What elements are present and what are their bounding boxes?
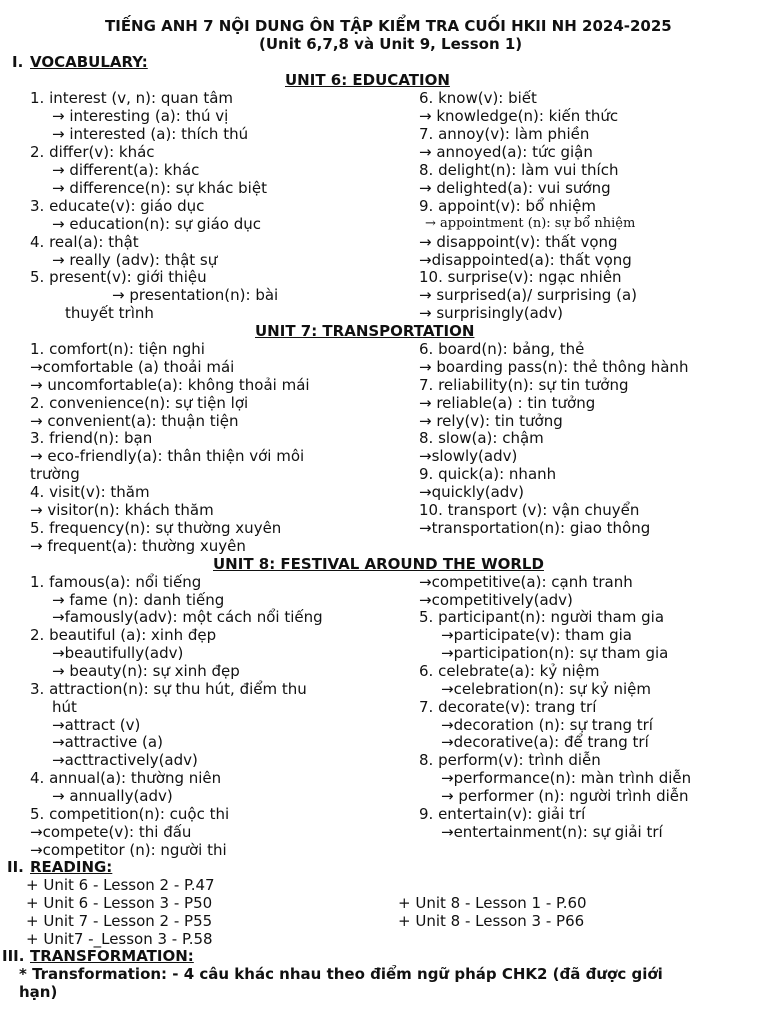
doc-title: TIẾNG ANH 7 NỘI DUNG ÔN TẬP KIỂM TRA CUỐI HKII NH 2024-2025 [105, 17, 672, 35]
vocab-line: → beauty(n): sự xinh đẹp [52, 662, 240, 680]
vocab-line: 3. attraction(n): sự thu hút, điểm thu [30, 680, 307, 698]
vocab-line: → appointment (n): sự bổ nhiệm [425, 216, 636, 231]
section-3-title: TRANSFORMATION: [30, 947, 194, 965]
vocab-line: →famously(adv): một cách nổi tiếng [52, 608, 323, 626]
vocab-line: → really (adv): thật sự [52, 251, 218, 269]
vocab-line: → difference(n): sự khác biệt [52, 179, 267, 197]
vocab-line: 4. annual(a): thường niên [30, 769, 222, 787]
vocab-line: 6. know(v): biết [419, 89, 537, 107]
vocab-line: 8. perform(v): trình diễn [419, 751, 601, 769]
vocab-line: →competitor (n): người thi [30, 841, 227, 859]
vocab-line: → fame (n): danh tiếng [52, 591, 225, 609]
vocab-line: → surprisingly(adv) [419, 304, 564, 322]
vocab-line: →decorative(a): để trang trí [441, 733, 649, 751]
vocab-line: → eco-friendly(a): thân thiện với môi [30, 447, 305, 465]
vocab-line: 2. convenience(n): sự tiện lợi [30, 394, 249, 412]
vocab-line: 5. competition(n): cuộc thi [30, 805, 230, 823]
vocab-line: →quickly(adv) [419, 483, 525, 501]
vocab-line: →competitive(a): cạnh tranh [419, 573, 633, 591]
vocab-line: 9. appoint(v): bổ nhiệm [419, 197, 596, 215]
reading-item: + Unit7 -_Lesson 3 - P.58 [26, 930, 213, 948]
vocab-line: → education(n): sự giáo dục [52, 215, 261, 233]
vocab-line: 7. annoy(v): làm phiền [419, 125, 590, 143]
vocab-line: →compete(v): thi đấu [30, 823, 192, 841]
vocab-line: → frequent(a): thường xuyên [30, 537, 246, 555]
vocab-line: →decoration (n): sự trang trí [441, 716, 653, 734]
vocab-line: 10. transport (v): vận chuyển [419, 501, 640, 519]
vocab-line: 3. friend(n): bạn [30, 429, 153, 447]
vocab-line: 2. differ(v): khác [30, 143, 155, 161]
section-1-number: I. [12, 53, 24, 71]
vocab-line: →acttractively(adv) [52, 751, 198, 769]
vocab-line: → interesting (a): thú vị [52, 107, 229, 125]
vocab-line: 1. interest (v, n): quan tâm [30, 89, 234, 107]
vocab-line: 1. comfort(n): tiện nghi [30, 340, 205, 358]
unit-8-heading: UNIT 8: FESTIVAL AROUND THE WORLD [213, 555, 544, 573]
vocab-line: →attractive (a) [52, 733, 163, 751]
reading-item: + Unit 8 - Lesson 1 - P.60 [398, 894, 587, 912]
doc-subtitle: (Unit 6,7,8 và Unit 9, Lesson 1) [259, 35, 523, 53]
vocab-line: → disappoint(v): thất vọng [419, 233, 618, 251]
vocab-line: →participation(n): sự tham gia [441, 644, 669, 662]
vocab-line: 10. surprise(v): ngạc nhiên [419, 268, 622, 286]
reading-item: + Unit 6 - Lesson 2 - P.47 [26, 876, 215, 894]
vocab-line: → presentation(n): bài [112, 286, 279, 304]
vocab-line: 7. reliability(n): sự tin tưởng [419, 376, 629, 394]
vocab-line: 8. slow(a): chậm [419, 429, 544, 447]
unit-7-heading: UNIT 7: TRANSPORTATION [255, 322, 475, 340]
vocab-line: → surprised(a)/ surprising (a) [419, 286, 637, 304]
vocab-line: →disappointed(a): thất vọng [419, 251, 632, 269]
vocab-line: → visitor(n): khách thăm [30, 501, 214, 519]
transformation-note: * Transformation: - 4 câu khác nhau theo điểm ngữ pháp CHK2 (đã được giới [19, 965, 663, 983]
vocab-line: →comfortable (a) thoải mái [30, 358, 235, 376]
section-2-title: READING: [30, 858, 113, 876]
vocab-line: → boarding pass(n): thẻ thông hành [419, 358, 689, 376]
vocab-line: 6. celebrate(a): kỷ niệm [419, 662, 600, 680]
vocab-line: → different(a): khác [52, 161, 200, 179]
vocab-line: thuyết trình [65, 304, 154, 322]
vocab-line: → delighted(a): vui sướng [419, 179, 611, 197]
vocab-line: 4. real(a): thật [30, 233, 139, 251]
vocab-line: 9. entertain(v): giải trí [419, 805, 586, 823]
vocab-line: 7. decorate(v): trang trí [419, 698, 597, 716]
vocab-line: → rely(v): tin tưởng [419, 412, 563, 430]
vocab-line: trường [30, 465, 80, 483]
vocab-line: 1. famous(a): nổi tiếng [30, 573, 202, 591]
vocab-line: 3. educate(v): giáo dục [30, 197, 205, 215]
vocab-line: 6. board(n): bảng, thẻ [419, 340, 585, 358]
vocab-line: hút [52, 698, 77, 716]
vocab-line: → knowledge(n): kiến thức [419, 107, 619, 125]
vocab-line: → annoyed(a): tức giận [419, 143, 593, 161]
vocab-line: → annually(adv) [52, 787, 173, 805]
vocab-line: →transportation(n): giao thông [419, 519, 651, 537]
reading-item: + Unit 8 - Lesson 3 - P66 [398, 912, 585, 930]
vocab-line: →entertainment(n): sự giải trí [441, 823, 663, 841]
vocab-line: → interested (a): thích thú [52, 125, 249, 143]
vocab-line: 9. quick(a): nhanh [419, 465, 557, 483]
vocab-line: 5. frequency(n): sự thường xuyên [30, 519, 282, 537]
unit-6-heading: UNIT 6: EDUCATION [285, 71, 450, 89]
vocab-line: →competitively(adv) [419, 591, 573, 609]
vocab-line: → convenient(a): thuận tiện [30, 412, 239, 430]
vocab-line: →beautifully(adv) [52, 644, 184, 662]
vocab-line: → performer (n): người trình diễn [441, 787, 689, 805]
section-3-number: III. [2, 947, 25, 965]
vocab-line: →performance(n): màn trình diễn [441, 769, 692, 787]
vocab-line: → uncomfortable(a): không thoải mái [30, 376, 310, 394]
reading-item: + Unit 7 - Lesson 2 - P55 [26, 912, 213, 930]
vocab-line: 5. present(v): giới thiệu [30, 268, 207, 286]
vocab-line: 5. participant(n): người tham gia [419, 608, 665, 626]
vocab-line: →slowly(adv) [419, 447, 518, 465]
vocab-line: 8. delight(n): làm vui thích [419, 161, 619, 179]
vocab-line: →celebration(n): sự kỷ niệm [441, 680, 652, 698]
vocab-line: → reliable(a) : tin tưởng [419, 394, 596, 412]
vocab-line: 4. visit(v): thăm [30, 483, 150, 501]
transformation-note-cont: hạn) [19, 983, 58, 1001]
section-2-number: II. [7, 858, 24, 876]
vocab-line: →attract (v) [52, 716, 141, 734]
vocab-line: 2. beautiful (a): xinh đẹp [30, 626, 217, 644]
reading-item: + Unit 6 - Lesson 3 - P50 [26, 894, 213, 912]
section-1-title: VOCABULARY: [30, 53, 148, 71]
vocab-line: →participate(v): tham gia [441, 626, 632, 644]
